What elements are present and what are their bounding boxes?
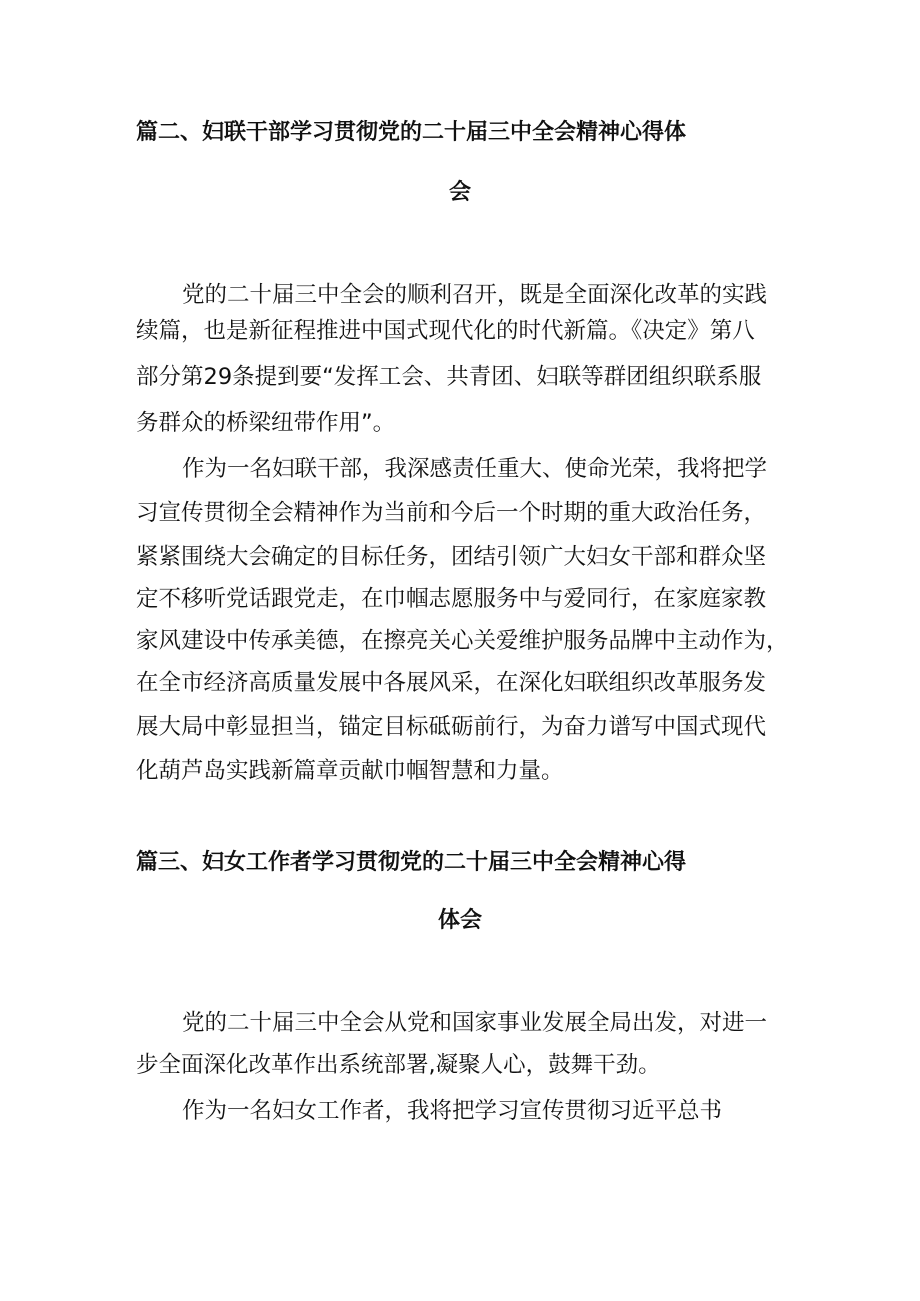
paragraph-line: 习宣传贯彻全会精神作为当前和今后一个时期的重大政治任务， [136, 500, 767, 526]
paragraph-line: 作为一名妇联干部，我深感责任重大、使命光荣，我将把学 [182, 456, 768, 482]
paragraph-line: 紧紧围绕大会确定的目标任务，团结引领广大妇女干部和群众坚 [136, 544, 767, 570]
paragraph-line: 部分第29条提到要“发挥工会、共青团、妇联等群团组织联系服 [136, 364, 762, 390]
paragraph-line: 续篇，也是新征程推进中国式现代化的时代新篇。《决定》第八 [136, 318, 755, 344]
paragraph-line: 化葫芦岛实践新篇章贡献巾帼智慧和力量。 [136, 758, 564, 784]
paragraph-line: 党的二十届三中全会的顺利召开，既是全面深化改革的实践 [182, 282, 768, 308]
section3-title-line1: 篇三、妇女工作者学习贯彻党的二十届三中全会精神心得 [136, 850, 687, 875]
section2-title-line2: 会 [449, 180, 472, 205]
section3-title-line2: 体会 [438, 908, 483, 933]
paragraph-line: 党的二十届三中全会从党和国家事业发展全局出发，对进一 [182, 1010, 768, 1036]
paragraph-line: 家风建设中传承美德，在擦亮关心关爱维护服务品牌中主动作为， [136, 628, 789, 654]
paragraph-line: 在全市经济高质量发展中各展风采，在深化妇联组织改革服务发 [136, 670, 767, 696]
paragraph-line: 展大局中彰显担当，锚定目标砥砺前行，为奋力谱写中国式现代 [136, 714, 767, 740]
paragraph-line: 定不移听党话跟党走，在巾帼志愿服务中与爱同行，在家庭家教 [136, 586, 767, 612]
paragraph-line: 步全面深化改革作出系统部署,凝聚人心，鼓舞干劲。 [136, 1052, 661, 1078]
paragraph-line: 务群众的桥梁纽带作用”。 [136, 410, 396, 436]
paragraph-line: 作为一名妇女工作者，我将把学习宣传贯彻习近平总书 [182, 1098, 723, 1124]
section2-title-line1: 篇二、妇联干部学习贯彻党的二十届三中全会精神心得体 [136, 120, 687, 145]
